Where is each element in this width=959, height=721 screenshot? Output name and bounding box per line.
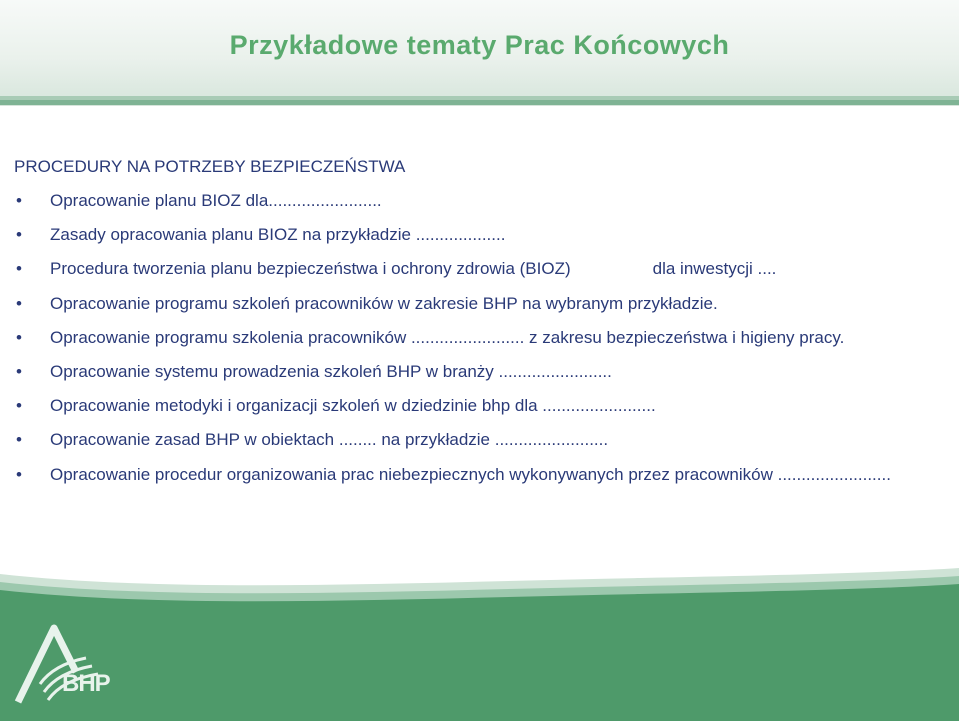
list-item: • Opracowanie zasad BHP w obiektach ........ na przykładzie ........................	[14, 429, 949, 451]
list-item-text: Procedura tworzenia planu bezpieczeństwa i ochrony zdrowia (BIOZ)	[50, 259, 571, 279]
slide-content	[14, 156, 949, 498]
list-item: • Opracowanie planu BIOZ dla........................	[14, 190, 949, 212]
section-heading: PROCEDURY NA POTRZEBY BEZPIECZEŃSTWA	[14, 157, 406, 176]
logo-text: BHP	[62, 670, 110, 697]
list-item	[14, 258, 949, 280]
slide-title: Przykładowe tematy Prac Końcowych	[229, 30, 730, 60]
footer-wave	[0, 560, 959, 721]
list-item: • Opracowanie procedur organizowania prac niebezpiecznych wykonywanych przez pracowników ........................	[14, 464, 949, 486]
title-divider-dark	[0, 100, 959, 105]
list-item: • Opracowanie programu szkolenia pracowników ........................ z zakresu bezpieczeństwa i higieny pracy.	[14, 327, 949, 349]
bhp-logo-icon	[14, 622, 124, 714]
list-item: • Opracowanie programu szkoleń pracowników w zakresie BHP na wybranym przykładzie.	[14, 293, 949, 315]
list-item: • Opracowanie systemu prowadzenia szkoleń BHP w branży ........................	[14, 361, 949, 383]
list-item: • Opracowanie metodyki i organizacji szkoleń w dziedzinie bhp dla ........................	[14, 395, 949, 417]
list-item-text: dla inwestycji ....	[652, 259, 777, 279]
list-item: • Zasady opracowania planu BIOZ na przykładzie ...................	[14, 224, 949, 246]
topic-list	[14, 190, 949, 486]
